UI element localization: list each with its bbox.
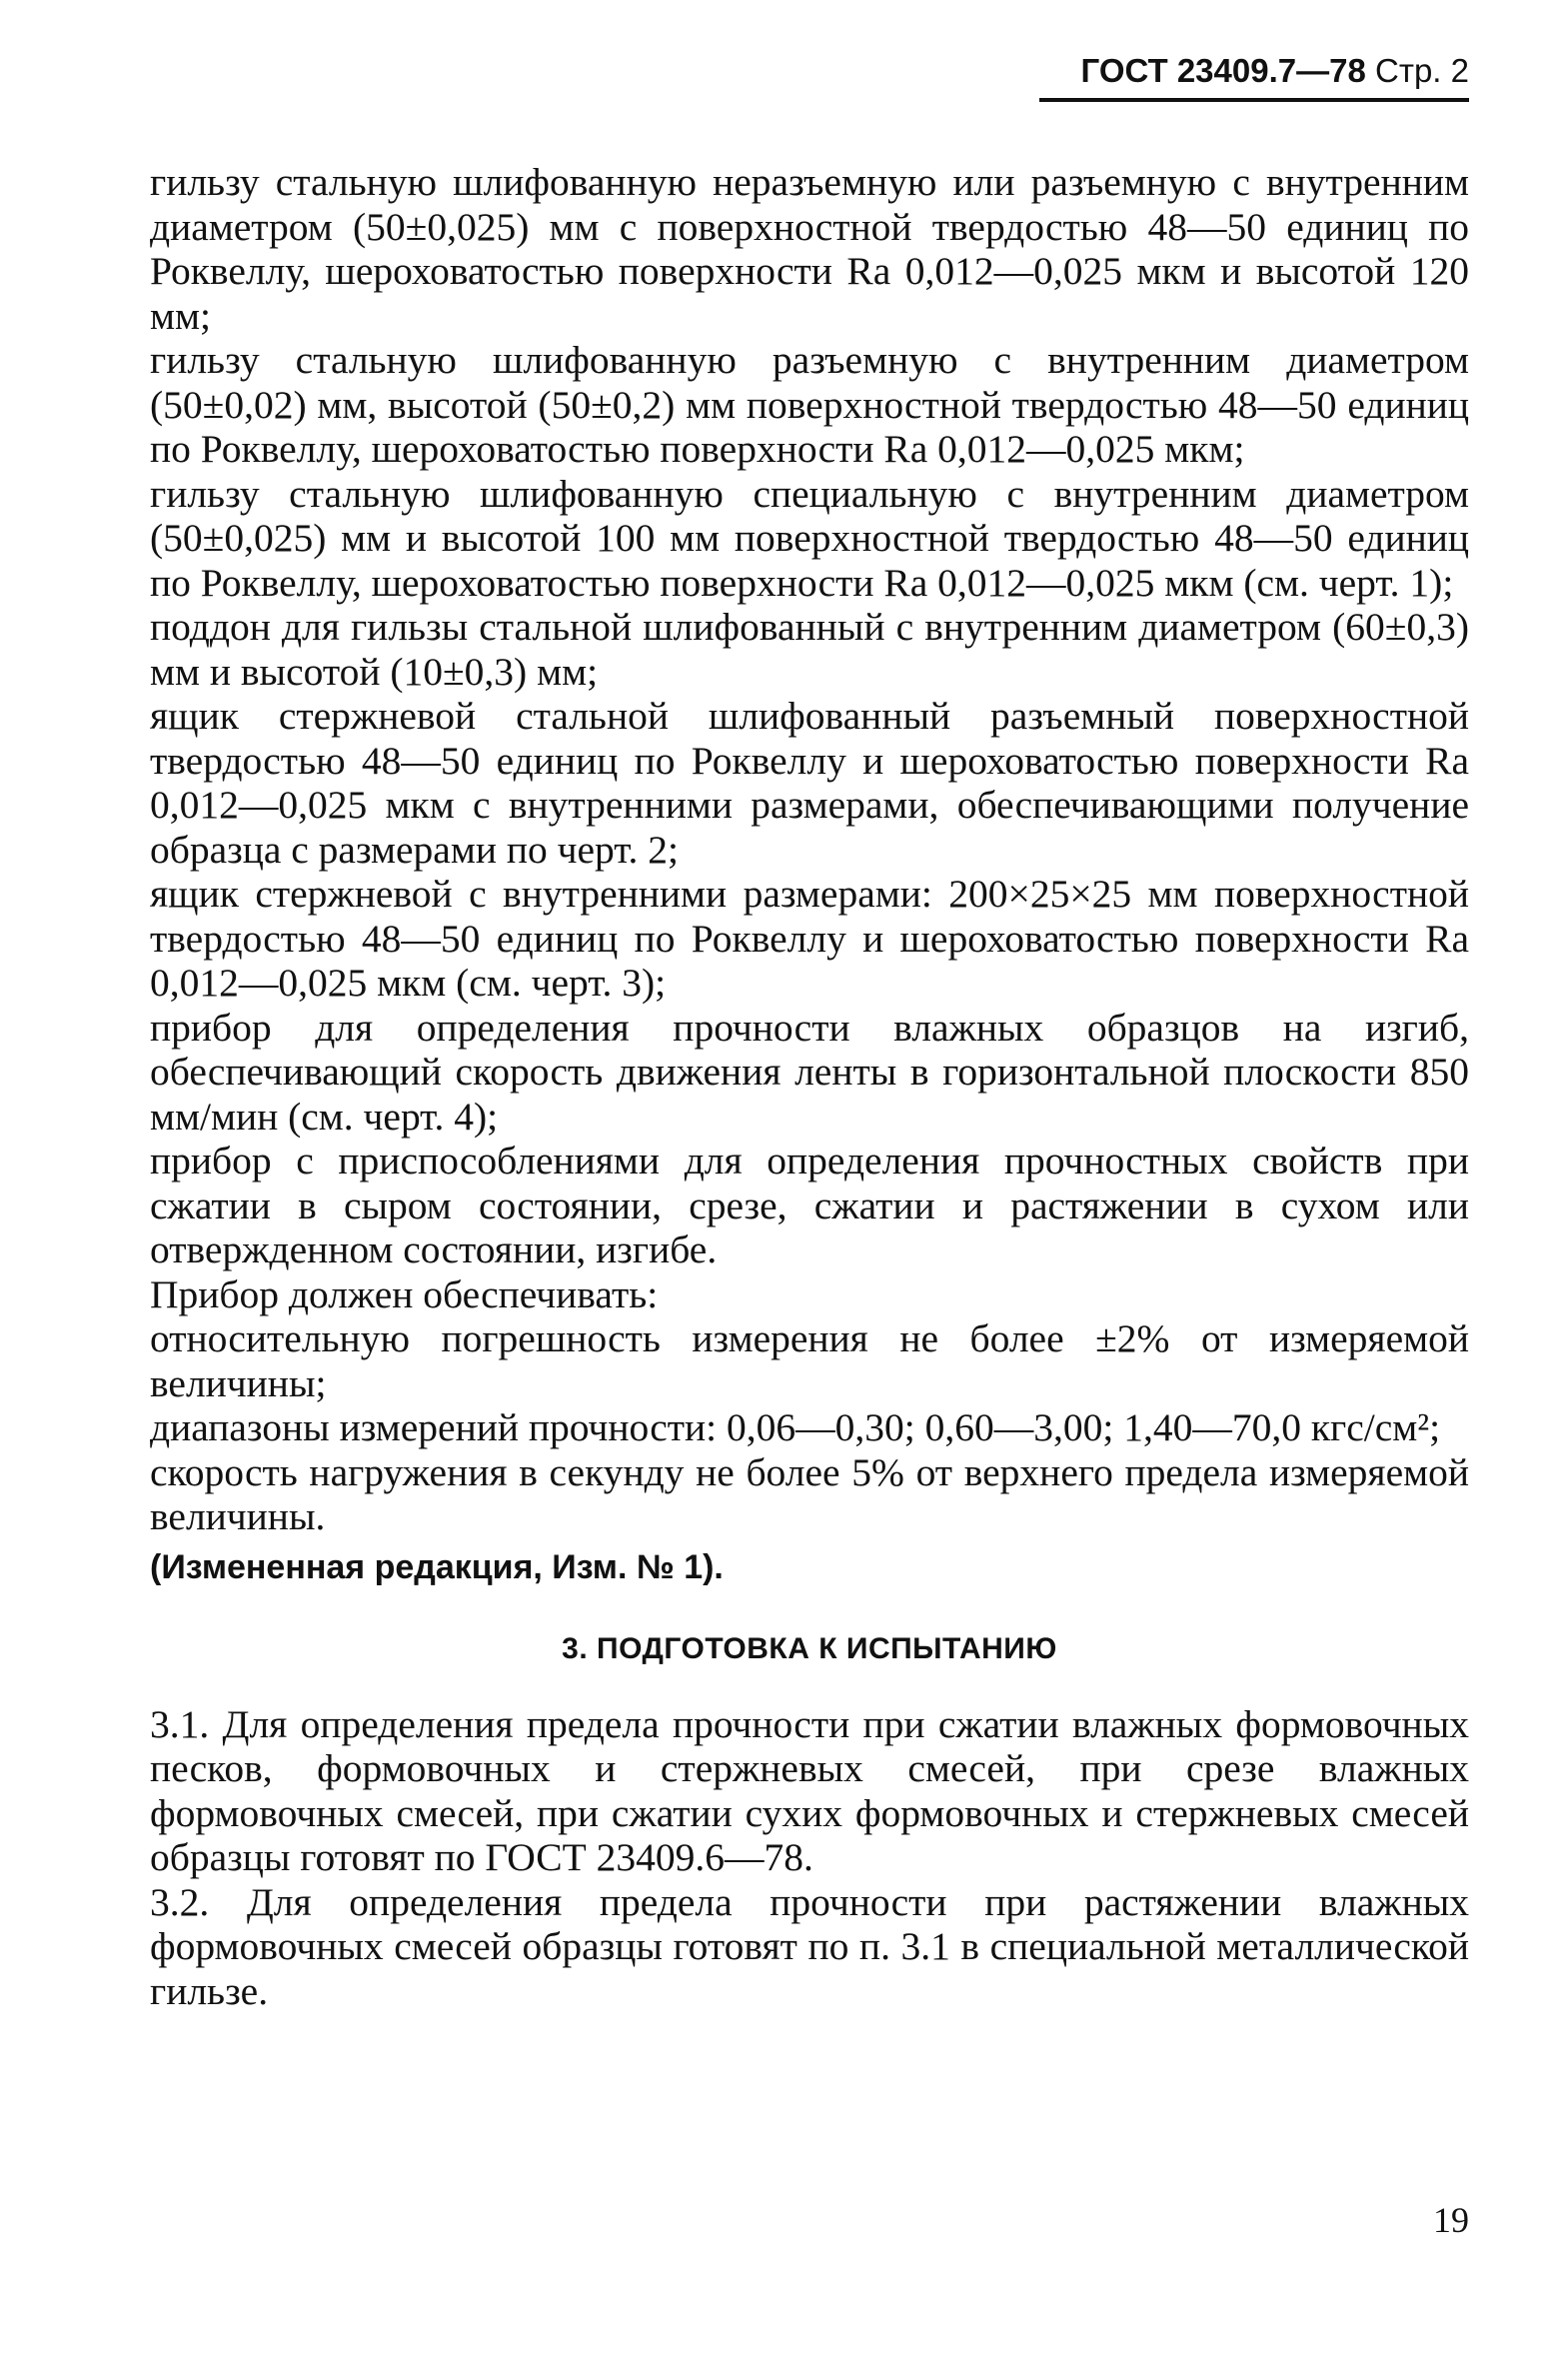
- equipment-item: прибор с приспособлениями для определения прочностных свойств при сжатии в сыром состоянии, срезе, сжатии и растяжении в сухом или отвержденном состоянии, изгибе.: [150, 1139, 1469, 1271]
- device-must-line: Прибор должен обеспечивать:: [150, 1271, 659, 1316]
- page-number: 19: [1433, 2200, 1469, 2240]
- equipment-item: гильзу стальную шлифованную специальную с внутренним диаметром (50±0,025) мм и высотой 100 мм поверхностной твердостью 48—50 единиц по Роквеллу, шероховатостью поверхности Ra 0,012—0,025 мкм (см. черт. 1);: [150, 471, 1469, 605]
- requirement-item: относительную погрешность измерения не более ±2% от измеряемой величины;: [150, 1316, 1469, 1405]
- equipment-item: прибор для определения прочности влажных образцов на изгиб, обеспечивающий скорость движения ленты в горизонтальной плоскости 850 мм/мин (см. черт. 4);: [150, 1005, 1469, 1139]
- gost-number: ГОСТ 23409.7—78: [1080, 52, 1366, 89]
- equipment-item: гильзу стальную шлифованную неразъемную или разъемную с внутренним диаметром (50±0,025) мм с поверхностной твердостью 48—50 единиц по Роквеллу, шероховатостью поверхности Ra 0,012—0,025 мкм и высотой 120 мм;: [150, 160, 1469, 338]
- document-body: [150, 160, 1469, 2013]
- equipment-item: ящик стержневой с внутренними размерами: 200×25×25 мм поверхностной твердостью 48—50 единиц по Роквеллу и шероховатостью поверхности Ra 0,012—0,025 мкм (см. черт. 3);: [150, 872, 1469, 1005]
- section-paragraph: 3.1. Для определения предела прочности при сжатии влажных формовочных песков, формовочных и стержневых смесей, при срезе влажных формовочных смесей, при сжатии сухих формовочных и стержневых смесей образцы готовят по ГОСТ 23409.6—78.: [150, 1701, 1469, 1879]
- section-heading: 3. ПОДГОТОВКА К ИСПЫТАНИЮ: [562, 1632, 1057, 1665]
- page-label: Стр. 2: [1375, 52, 1469, 89]
- requirement-item: диапазоны измерений прочности: 0,06—0,30; 0,60—3,00; 1,40—70,0 кгс/см²;: [150, 1405, 1441, 1449]
- page-header: [1039, 52, 1469, 102]
- amendment-note: (Измененная редакция, Изм. № 1).: [150, 1547, 724, 1586]
- equipment-item: гильзу стальную шлифованную разъемную с внутренним диаметром (50±0,02) мм, высотой (50±0,2) мм поверхностной твердостью 48—50 единиц по Роквеллу, шероховатостью поверхности Ra 0,012—0,025 мкм;: [150, 338, 1469, 471]
- section-paragraph: 3.2. Для определения предела прочности при растяжении влажных формовочных смесей образцы готовят по п. 3.1 в специальной металлической гильзе.: [150, 1879, 1469, 2013]
- equipment-item: ящик стержневой стальной шлифованный разъемный поверхностной твердостью 48—50 единиц по Роквеллу и шероховатостью поверхности Ra 0,012—0,025 мкм с внутренними размерами, обеспечивающими получение образца с размерами по черт. 2;: [150, 694, 1469, 872]
- equipment-item: поддон для гильзы стальной шлифованный с внутренним диаметром (60±0,3) мм и высотой (10±0,3) мм;: [150, 605, 1469, 694]
- requirement-item: скорость нагружения в секунду не более 5% от верхнего предела измеряемой величины.: [150, 1449, 1469, 1538]
